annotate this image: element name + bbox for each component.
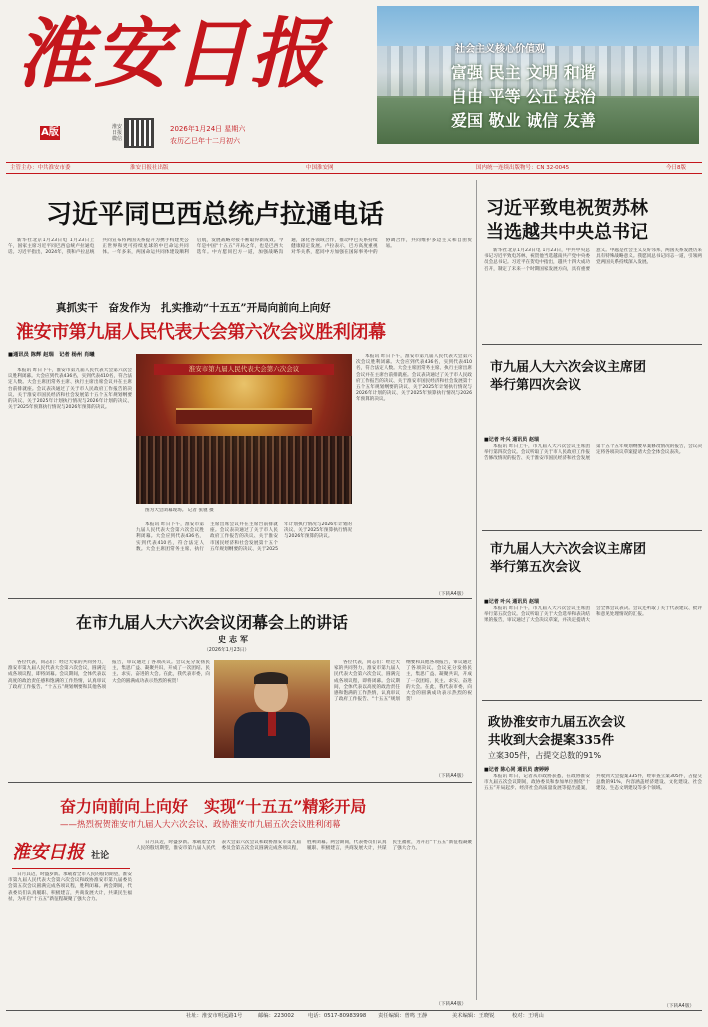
footer-designer: 美术编辑：王晓锐 bbox=[452, 1013, 495, 1019]
congress-photo-caption bbox=[136, 508, 352, 520]
photo-caption-text: 图为大会闭幕现场。 记者 张驰 摄 bbox=[145, 508, 214, 513]
right-top-body-text: 新华社北京1月23日电 1月23日，中共中央总书记习近平致电苏林，祝贺他当选越南共产党中央委员会总书记。习近平在贺电中指出，越共十四大成功召开，制定了未来一个时期国家发展方向，具有重要意义。中越是社会主义友好邻邦，两国关系发展历来具有特殊战略意义。我愿同总书记同志一道，引领两党两国关系持续深入发展。 bbox=[484, 248, 702, 272]
qr-code[interactable] bbox=[124, 118, 154, 148]
editorial-logo: 淮安日报 bbox=[12, 842, 84, 863]
issn: 国内统一连续出版物号：CN 32-0045 bbox=[476, 165, 570, 171]
brief-3-headline-1[interactable]: 政协淮安市九届五次会议 bbox=[488, 714, 626, 729]
congress-cont-note[interactable]: （下转A4版） bbox=[436, 592, 467, 597]
publisher: 主管主办：中共淮安市委 bbox=[10, 165, 71, 171]
brief-3-byline: ■记者 陈心同 通讯员 唐婷婷 bbox=[484, 767, 549, 773]
speech-body-left bbox=[8, 660, 210, 770]
speech-headline[interactable]: 在市九届人大六次会议闭幕会上的讲话 bbox=[76, 613, 349, 632]
hr-right-3 bbox=[482, 700, 702, 701]
brief-3-body bbox=[484, 774, 702, 1002]
editorial-body-right bbox=[136, 840, 472, 1000]
values-row-2: 自由 平等 公正 法治 bbox=[451, 87, 596, 106]
congress-photo bbox=[136, 354, 352, 504]
right-top-headline-1[interactable]: 习近平致电祝贺苏林 bbox=[486, 198, 648, 219]
lead-headline[interactable]: 习近平同巴西总统卢拉通电话 bbox=[46, 200, 385, 230]
speech-cont-note[interactable]: （下转A4版） bbox=[436, 774, 467, 779]
date-line: 2026年1月24日 星期六 bbox=[170, 125, 246, 133]
footer-phone: 电话：0517-80983998 bbox=[308, 1013, 367, 1019]
editorial-subhead: ——热烈祝贺淮安市九届人大六次会议、政协淮安市九届五次会议胜利闭幕 bbox=[60, 820, 341, 830]
hr-congress bbox=[8, 598, 472, 599]
brief-2-byline: ■记者 叶兴 通讯员 赵瑞 bbox=[484, 599, 539, 605]
brief-1-headline-1[interactable]: 市九届人大六次会议主席团 bbox=[490, 360, 647, 375]
lead-body bbox=[8, 238, 472, 296]
editorial-logo-underline bbox=[12, 868, 130, 869]
brief-1-body bbox=[484, 444, 702, 528]
page-count: 今日8版 bbox=[666, 165, 686, 171]
photo-banner: 淮安市第九届人民代表大会第六次会议 bbox=[154, 364, 334, 375]
brief-1-byline: ■记者 叶兴 通讯员 赵瑞 bbox=[484, 437, 539, 443]
speech-date: （2026年1月23日） bbox=[204, 648, 250, 653]
footer-address: 社址：淮安市明远路1号 bbox=[186, 1013, 243, 1019]
speech-author: 史志军 bbox=[218, 634, 251, 644]
editorial-headline[interactable]: 奋力向前向上向好 实现“十五五”精彩开局 bbox=[60, 797, 367, 816]
newspaper-title: 淮安日报 bbox=[16, 9, 328, 98]
brief-2-body bbox=[484, 606, 702, 696]
core-values-banner bbox=[377, 6, 699, 144]
editorial-body-left bbox=[8, 872, 132, 998]
photo-stage bbox=[176, 408, 312, 424]
hr-right-1 bbox=[482, 344, 702, 345]
masthead bbox=[0, 0, 708, 148]
hr-right-2 bbox=[482, 530, 702, 531]
editorial-cont-note[interactable]: （下转A4版） bbox=[436, 1002, 467, 1007]
website-link[interactable]: 中国淮安网 bbox=[306, 165, 334, 171]
congress-body-left bbox=[8, 368, 132, 594]
footer bbox=[6, 1010, 702, 1022]
brief-1-headline-2[interactable]: 举行第四次会议 bbox=[490, 378, 582, 393]
congress-body-text: 本报讯 昨日下午，淮安市第九届人民代表大会第六次会议胜利闭幕。大会应到代表436名，实到代表410名，符合法定人数。大会主席团常务主席、执行主席出席会议并在主席台前排就座。会议表决通过了关于市人民政府工作报告的决议、关于淮安市国民经济和社会发展第十五个五年规划纲要的决议、关于2025年计划执行情况与2026年计划的决议、关于2025年预算执行情况与2026年预算的决议。 bbox=[8, 368, 132, 411]
hr-speech bbox=[8, 782, 472, 783]
right-top-body bbox=[484, 248, 702, 340]
brief-2-headline-1[interactable]: 市九届人大六次会议主席团 bbox=[490, 542, 647, 557]
editorial-logo-tag: 社论 bbox=[91, 851, 110, 861]
footer-editor: 责任编辑：曾鸣 王静 bbox=[378, 1013, 428, 1019]
edition-badge: A版 bbox=[41, 127, 59, 138]
values-row-1: 富强 民主 文明 和谐 bbox=[451, 63, 596, 82]
press: 淮安日报社出版 bbox=[130, 165, 169, 171]
right-top-headline-2[interactable]: 当选越共中央总书记 bbox=[486, 222, 648, 243]
brief-3-subhead: 立案305件，占提交总数的91% bbox=[488, 751, 602, 760]
speech-body-right bbox=[334, 660, 472, 770]
column-divider bbox=[476, 180, 477, 1000]
congress-headline[interactable]: 淮安市第九届人民代表大会第六次会议胜利闭幕 bbox=[16, 322, 386, 343]
congress-body-mid-text: 本报讯 昨日下午，淮安市第九届人民代表大会第六次会议胜利闭幕。大会应到代表436名，实到代表410名，符合法定人数。大会主席团常务主席、执行主席出席会议并在主席台前排就座。会议表决通过了关于市人民政府工作报告的决议、关于淮安市国民经济和社会发展第十五个五年规划纲要的决议、关于2025年计划执行情况与2026年计划的决议、关于2025年预算执行情况与2026年预算的决议。 bbox=[136, 522, 352, 552]
lunar-date: 农历乙巳年十二月初六 bbox=[170, 137, 240, 145]
congress-body-mid bbox=[136, 522, 352, 594]
brief-3-headline-2[interactable]: 共收到大会提案335件 bbox=[488, 732, 615, 747]
speech-body-left-text: 各位代表，同志们：经过大家的共同努力，淮安市第九届人民代表大会第六次会议，圆满完成各项议程，即将闭幕。会议期间，全体代表以高度的政治责任感和饱满的工作热情，认真审议了政府工作报告、“十五五”规划纲要和其他各项报告，审议通过了各项决议。会议充分发扬民主，集思广益、凝聚共识，开成了一次团结、民主、求实、奋进的大会。在此，我代表市委，向大会的圆满成功表示热烈的祝贺！ bbox=[8, 660, 210, 690]
info-bar bbox=[6, 162, 702, 174]
values-row-3: 爱国 敬业 诚信 友善 bbox=[451, 111, 596, 130]
congress-body-right-text: 本报讯 昨日下午，淮安市第九届人民代表大会第六次会议胜利闭幕。大会应到代表436名，实到代表410名，符合法定人数。大会主席团常务主席、执行主席出席会议并在主席台前排就座。会议表决通过了关于市人民政府工作报告的决议、关于淮安市国民经济和社会发展第十五个五年规划纲要的决议、关于2025年计划执行情况与2026年计划的决议、关于2025年预算执行情况与2026年预算的决议。 bbox=[356, 354, 472, 403]
footer-proofreader: 校对：王明山 bbox=[512, 1013, 544, 1019]
congress-body-right bbox=[356, 354, 472, 588]
lead-body-text: 新华社北京1月23日电 1月23日上午，国家主席习近平同巴西总统卢拉通电话。习近平指出，2024年，我和卢拉总统共同宣布将两国关系提升为携手构建更公正世界和更可持续星球的中巴命运共同体。一年多来，两国命运共同体建设顺利启航，发展战略对接不断取得新成效。今年是中国“十五五”开局之年，也是巴西大选年。中方愿同巴方一道，加强战略沟通，深化各领域合作，推动中巴关系持续健康稳定发展。卢拉表示，巴方高度重视对华关系，愿同中方加强在国际事务中的协调合作，共同维护多边主义和自由贸易。 bbox=[8, 238, 472, 256]
banner-title: 社会主义核心价值观 bbox=[455, 44, 545, 55]
speaker-hair bbox=[254, 672, 288, 684]
brief-1-body-text: 本报讯 昨日上午，市九届人大六次会议主席团举行第四次会议。会议听取了关于市人民政府工作报告修改情况的报告、关于淮安市国民经济和社会发展第十五个五年规划纲要草案修改情况的报告，会议决定将各项决议草案提请大会全体会议表决。 bbox=[484, 444, 702, 462]
congress-kicker: 真抓实干 奋发作为 扎实推动“十五五”开局向前向上向好 bbox=[56, 302, 331, 314]
speech-body-right-text: 各位代表，同志们：经过大家的共同努力，淮安市第九届人民代表大会第六次会议，圆满完成各项议程，即将闭幕。会议期间，全体代表以高度的政治责任感和饱满的工作热情，认真审议了政府工作报告、“十五五”规划纲要和其他各项报告，审议通过了各项决议。会议充分发扬民主，集思广益、凝聚共识，开成了一次团结、民主、求实、奋进的大会。在此，我代表市委，向大会的圆满成功表示热烈的祝贺！ bbox=[334, 660, 472, 703]
editorial-body-right-text: 日月其迈，时盛岁新。承载着全市人民的殷切期望，淮安市第九届人民代表大会第六次会议和政协淮安市第九届委员会第五次会议圆满完成各项议程，胜利闭幕。两会期间，代表委员们认真履职、积极建言，共商发展大计，共谋民生福祉，为开启“十五五”新征程凝聚了强大合力。 bbox=[136, 840, 472, 852]
footer-zip: 邮编：223002 bbox=[258, 1013, 295, 1019]
qr-caption: 淮安日报微信 bbox=[112, 124, 123, 142]
speaker-tie bbox=[268, 712, 276, 736]
photo-audience bbox=[136, 436, 352, 504]
speech-photo bbox=[214, 660, 330, 758]
editorial-logo-box bbox=[12, 838, 130, 868]
editorial-body-left-text: 日月其迈，时盛岁新。承载着全市人民的殷切期望，淮安市第九届人民代表大会第六次会议和政协淮安市第九届委员会第五次会议圆满完成各项议程，胜利闭幕。两会期间，代表委员们认真履职、积极建言，共商发展大计，共谋民生福祉，为开启“十五五”新征程凝聚了强大合力。 bbox=[8, 872, 132, 902]
brief-2-headline-2[interactable]: 举行第五次会议 bbox=[490, 560, 582, 575]
brief-3-cont-note[interactable]: （下转A4版） bbox=[664, 1004, 695, 1009]
brief-2-body-text: 本报讯 昨日下午，市九届人大六次会议主席团举行第五次会议。会议听取了关于大会选举和表决结果的报告，审议通过了大会决议草案，并决定提请大会全体会议表决。会议还听取了关于代表建议、批评和意见处理情况的汇报。 bbox=[484, 606, 702, 624]
congress-byline: ■通讯员 陈辉 赵瑞 记者 杨州 肖曦 bbox=[8, 352, 95, 358]
brief-3-body-text: 本报讯 昨日，记者从市政协获悉，在政协淮安市九届五次会议期间，政协委员和参加单位围绕“十五五”开局起步、经济社会高质量发展等提出提案，共收到大会提案335件，经审查立案305件，占提交总数的91%，内容涵盖经济建设、文化建设、社会建设、生态文明建设等多个领域。 bbox=[484, 774, 702, 792]
